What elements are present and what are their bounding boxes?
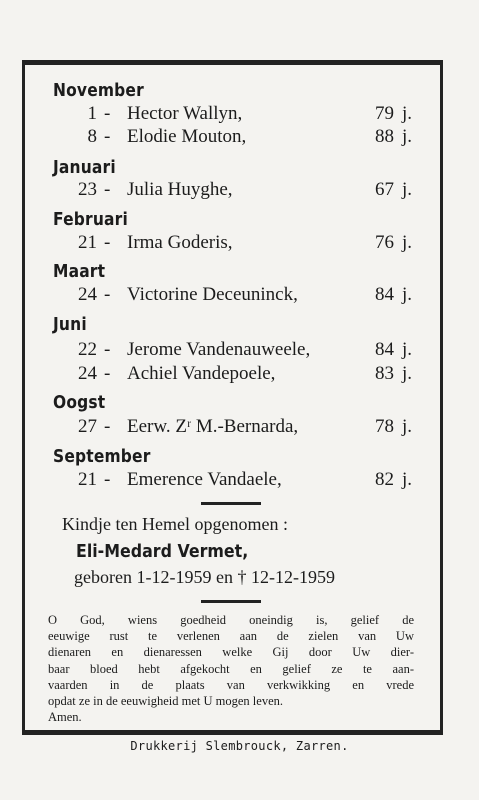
list-item bbox=[0, 179, 479, 203]
entry-age-unit: j. bbox=[402, 339, 413, 360]
entry-age: 88 bbox=[375, 126, 394, 147]
month-heading: November bbox=[53, 80, 144, 101]
entry-day: 24 bbox=[78, 284, 97, 305]
entry-age-unit: j. bbox=[402, 103, 413, 124]
entry-dash: - bbox=[104, 284, 111, 305]
entry-name: Irma Goderis, bbox=[127, 232, 233, 253]
entry-dash: - bbox=[104, 103, 111, 124]
list-item bbox=[0, 363, 479, 387]
entry-name: Victorine Deceuninck, bbox=[127, 284, 298, 305]
prayer-text bbox=[48, 612, 414, 725]
entry-age-unit: j. bbox=[402, 232, 413, 253]
entry-age: 78 bbox=[375, 416, 394, 437]
entry-dash: - bbox=[104, 416, 111, 437]
prayer-line: eeuwige rust te verlenen aan de zielen van Uw bbox=[48, 629, 414, 644]
entry-age-unit: j. bbox=[402, 469, 413, 490]
entry-name: Emerence Vandaele, bbox=[127, 469, 282, 490]
entry-name: Hector Wallyn, bbox=[127, 103, 243, 124]
entry-name: Jerome Vandenauweele, bbox=[127, 339, 311, 360]
list-item bbox=[0, 469, 479, 493]
entry-dash: - bbox=[104, 339, 111, 360]
entry-age-unit: j. bbox=[402, 363, 413, 384]
entry-dash: - bbox=[104, 469, 111, 490]
entry-name: Elodie Mouton, bbox=[127, 126, 247, 147]
entry-day: 24 bbox=[78, 363, 97, 384]
prayer-line: Amen. bbox=[48, 710, 82, 725]
list-item bbox=[0, 284, 479, 308]
month-heading: Oogst bbox=[53, 392, 106, 413]
entry-age: 84 bbox=[375, 284, 394, 305]
prayer-line: O God, wiens goedheid oneindig is, gelief de bbox=[48, 613, 414, 627]
entry-name: Julia Huyghe, bbox=[127, 179, 233, 200]
divider bbox=[201, 600, 261, 603]
entry-age: 79 bbox=[375, 103, 394, 124]
month-heading: Januari bbox=[53, 157, 116, 178]
divider bbox=[201, 502, 261, 505]
entry-day: 1 bbox=[87, 103, 97, 124]
entry-age: 84 bbox=[375, 339, 394, 360]
entry-day: 23 bbox=[78, 179, 97, 200]
entry-age: 67 bbox=[375, 179, 394, 200]
list-item bbox=[0, 339, 479, 363]
list-item bbox=[0, 126, 479, 150]
entry-name: Achiel Vandepoele, bbox=[127, 363, 276, 384]
list-item bbox=[0, 103, 479, 127]
list-item bbox=[0, 416, 479, 440]
month-heading: Februari bbox=[53, 209, 128, 230]
list-item bbox=[0, 232, 479, 256]
entry-day: 21 bbox=[78, 469, 97, 490]
prayer-line: opdat ze in de eeuwigheid met U mogen leven. bbox=[48, 694, 283, 709]
entry-name: Eerw. Zʳ M.-Bernarda, bbox=[127, 416, 299, 437]
printer-credit: Drukkerij Slembrouck, Zarren. bbox=[130, 739, 349, 753]
prayer-line: baar bloed hebt afgekocht en gelief ze te aan- bbox=[48, 661, 414, 676]
child-dates: geboren 1-12-1959 en † 12-12-1959 bbox=[74, 567, 335, 587]
child-heading: Kindje ten Hemel opgenomen : bbox=[62, 514, 288, 534]
entry-dash: - bbox=[104, 232, 111, 253]
entry-day: 27 bbox=[78, 416, 97, 437]
prayer-line: vaarden in de plaats van verkwikking en vrede bbox=[48, 677, 414, 692]
entry-age-unit: j. bbox=[402, 126, 413, 147]
month-heading: Maart bbox=[53, 261, 106, 282]
entry-age: 83 bbox=[375, 363, 394, 384]
entry-day: 8 bbox=[87, 126, 97, 147]
entry-dash: - bbox=[104, 363, 111, 384]
month-heading: Juni bbox=[53, 314, 87, 335]
entry-age-unit: j. bbox=[402, 416, 413, 437]
entry-day: 21 bbox=[78, 232, 97, 253]
entry-age-unit: j. bbox=[402, 179, 413, 200]
entry-day: 22 bbox=[78, 339, 97, 360]
entry-age: 82 bbox=[375, 469, 394, 490]
month-heading: September bbox=[53, 446, 151, 467]
child-name: Eli-Medard Vermet, bbox=[76, 541, 249, 562]
entry-dash: - bbox=[104, 126, 111, 147]
entry-dash: - bbox=[104, 179, 111, 200]
entry-age: 76 bbox=[375, 232, 394, 253]
entry-age-unit: j. bbox=[402, 284, 413, 305]
prayer-line: dienaren en dienaressen welke Gij door Uw dier- bbox=[48, 645, 414, 660]
